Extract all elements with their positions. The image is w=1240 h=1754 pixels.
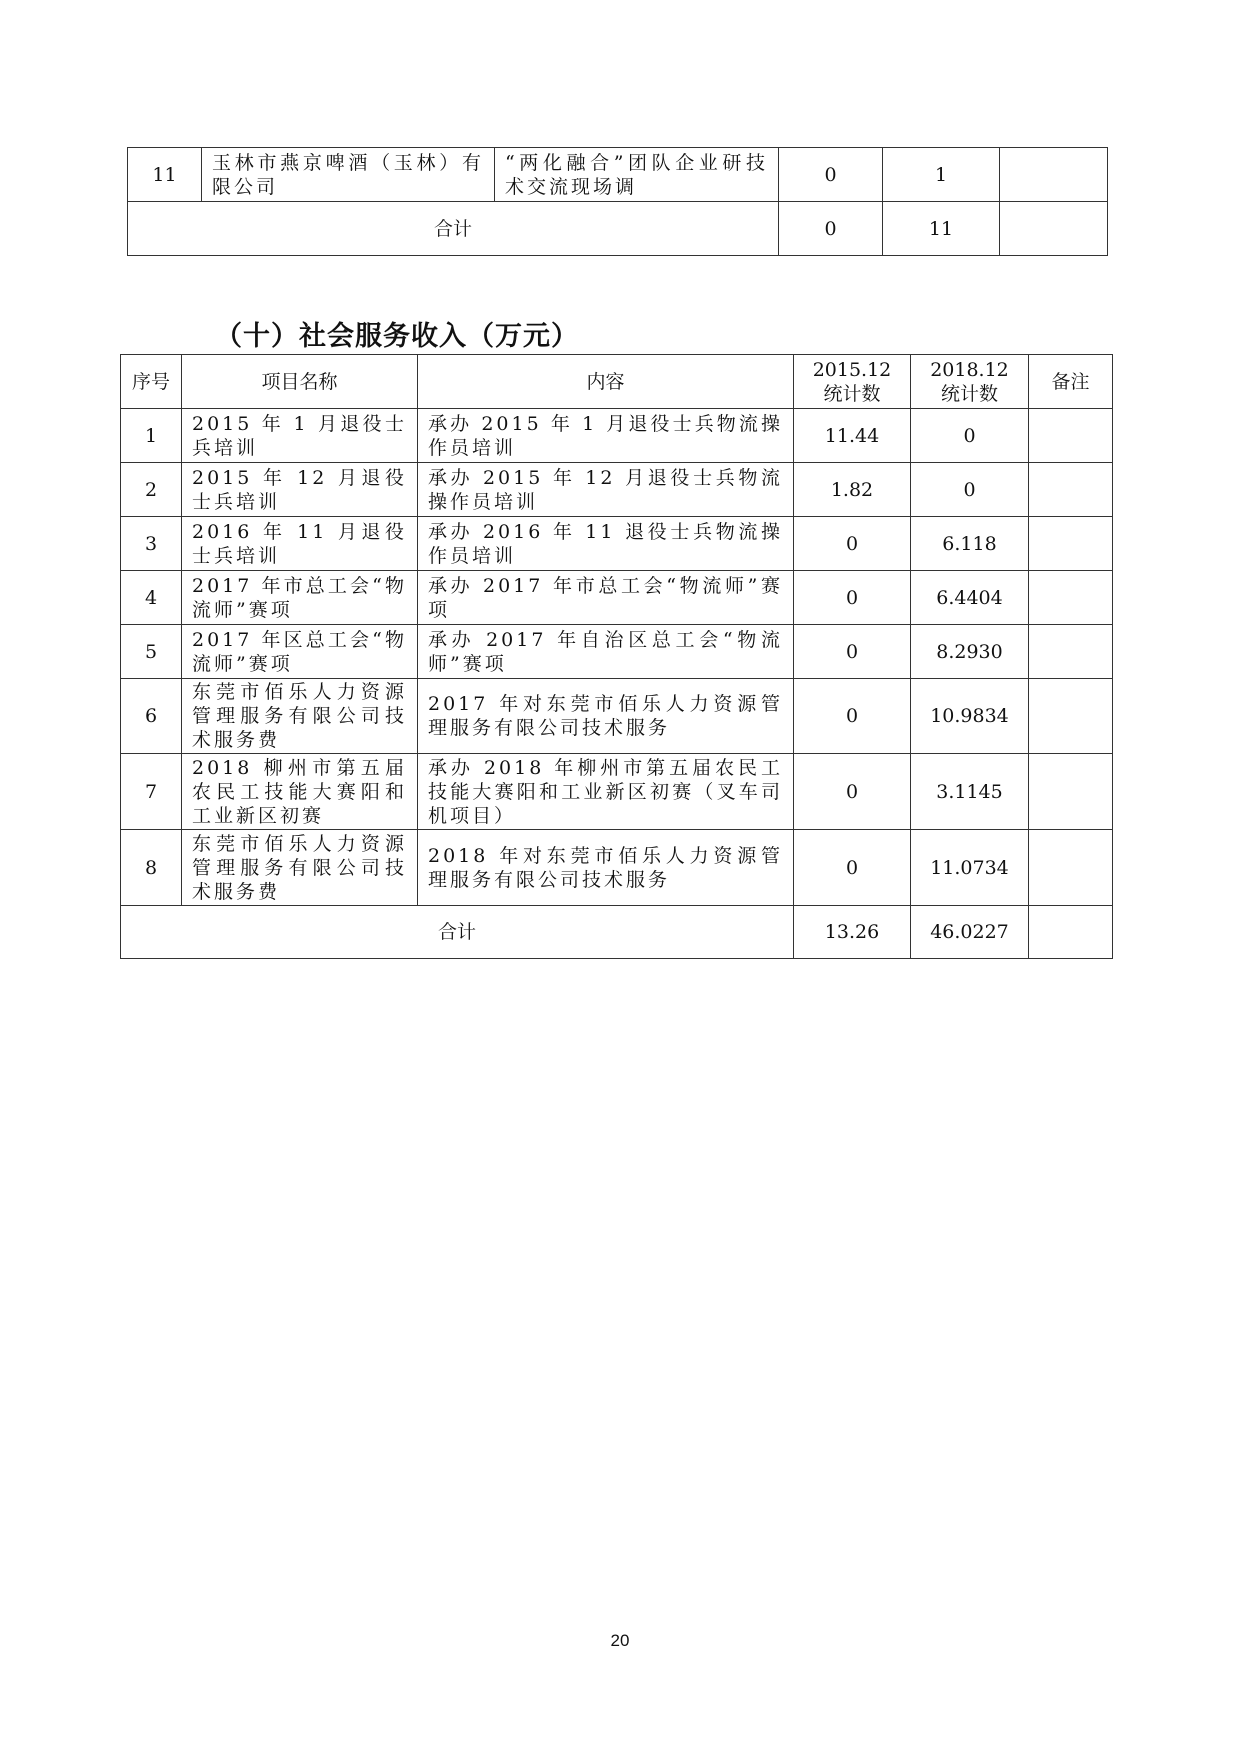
total-row [121, 906, 1113, 959]
project-name: 2017 年区总工会“物流师”赛项 [182, 625, 418, 679]
value-2018: 11.0734 [911, 830, 1029, 906]
table-row [121, 754, 1113, 830]
section-title: （十）社会服务收入（万元） [215, 321, 579, 352]
value-2015: 0 [779, 148, 883, 202]
project-name: 2015 年 1 月退役士兵培训 [182, 409, 418, 463]
row-number: 8 [121, 830, 182, 906]
value-2018: 0 [911, 463, 1029, 517]
value-2015: 0 [794, 830, 911, 906]
remark [1029, 571, 1113, 625]
value-2018: 0 [911, 409, 1029, 463]
total-row [128, 202, 1108, 256]
value-2018: 6.118 [911, 517, 1029, 571]
project-content: 承办 2018 年柳州市第五届农民工技能大赛阳和工业新区初赛（叉车司机项目） [418, 754, 794, 830]
value-2015: 11.44 [794, 409, 911, 463]
row-number: 5 [121, 625, 182, 679]
project-content: 2018 年对东莞市佰乐人力资源管理服务有限公司技术服务 [418, 830, 794, 906]
social-service-income-table [120, 354, 1113, 959]
table-row [121, 571, 1113, 625]
project-content: “两化融合”团队企业研技术交流现场调 [495, 148, 779, 202]
table-row [121, 625, 1113, 679]
project-content: 承办 2015 年 1 月退役士兵物流操作员培训 [418, 409, 794, 463]
value-2015: 0 [794, 679, 911, 754]
remark [1029, 463, 1113, 517]
project-name: 2015 年 12 月退役士兵培训 [182, 463, 418, 517]
project-content: 2017 年对东莞市佰乐人力资源管理服务有限公司技术服务 [418, 679, 794, 754]
header-2018: 2018.12统计数 [911, 355, 1029, 409]
project-content: 承办 2015 年 12 月退役士兵物流操作员培训 [418, 463, 794, 517]
total-2018: 46.0227 [911, 906, 1029, 959]
table-row [121, 463, 1113, 517]
project-name: 2018 柳州市第五届农民工技能大赛阳和工业新区初赛 [182, 754, 418, 830]
header-name: 项目名称 [182, 355, 418, 409]
value-2015: 0 [794, 754, 911, 830]
remark [1029, 517, 1113, 571]
header-content: 内容 [418, 355, 794, 409]
header-row [121, 355, 1113, 409]
value-2015: 0 [794, 625, 911, 679]
table-row [121, 517, 1113, 571]
row-number: 11 [128, 148, 202, 202]
total-label: 合计 [121, 906, 794, 959]
row-number: 6 [121, 679, 182, 754]
project-content: 承办 2017 年市总工会“物流师”赛项 [418, 571, 794, 625]
value-2018: 6.4404 [911, 571, 1029, 625]
value-2015: 0 [794, 571, 911, 625]
project-name: 2017 年市总工会“物流师”赛项 [182, 571, 418, 625]
table-row [121, 409, 1113, 463]
row-number: 1 [121, 409, 182, 463]
carryover-table [127, 147, 1108, 256]
project-name: 东莞市佰乐人力资源管理服务有限公司技术服务费 [182, 830, 418, 906]
row-number: 2 [121, 463, 182, 517]
total-2018: 11 [883, 202, 1000, 256]
remark [1029, 754, 1113, 830]
total-remark [1029, 906, 1113, 959]
row-number: 7 [121, 754, 182, 830]
total-remark [1000, 202, 1108, 256]
project-name: 玉林市燕京啤酒（玉林）有限公司 [202, 148, 495, 202]
remark [1029, 830, 1113, 906]
remark [1029, 409, 1113, 463]
project-name: 2016 年 11 月退役士兵培训 [182, 517, 418, 571]
value-2018: 8.2930 [911, 625, 1029, 679]
project-content: 承办 2017 年自治区总工会“物流师”赛项 [418, 625, 794, 679]
project-content: 承办 2016 年 11 退役士兵物流操作员培训 [418, 517, 794, 571]
value-2015: 1.82 [794, 463, 911, 517]
total-2015: 0 [779, 202, 883, 256]
total-label: 合计 [128, 202, 779, 256]
table-row [128, 148, 1108, 202]
value-2018: 3.1145 [911, 754, 1029, 830]
remark [1029, 679, 1113, 754]
table-row [121, 830, 1113, 906]
header-2015: 2015.12统计数 [794, 355, 911, 409]
row-number: 3 [121, 517, 182, 571]
total-2015: 13.26 [794, 906, 911, 959]
remark [1000, 148, 1108, 202]
row-number: 4 [121, 571, 182, 625]
value-2018: 10.9834 [911, 679, 1029, 754]
header-number: 序号 [121, 355, 182, 409]
table-row [121, 679, 1113, 754]
page-number: 20 [610, 1631, 630, 1650]
header-remark: 备注 [1029, 355, 1113, 409]
project-name: 东莞市佰乐人力资源管理服务有限公司技术服务费 [182, 679, 418, 754]
remark [1029, 625, 1113, 679]
value-2018: 1 [883, 148, 1000, 202]
value-2015: 0 [794, 517, 911, 571]
